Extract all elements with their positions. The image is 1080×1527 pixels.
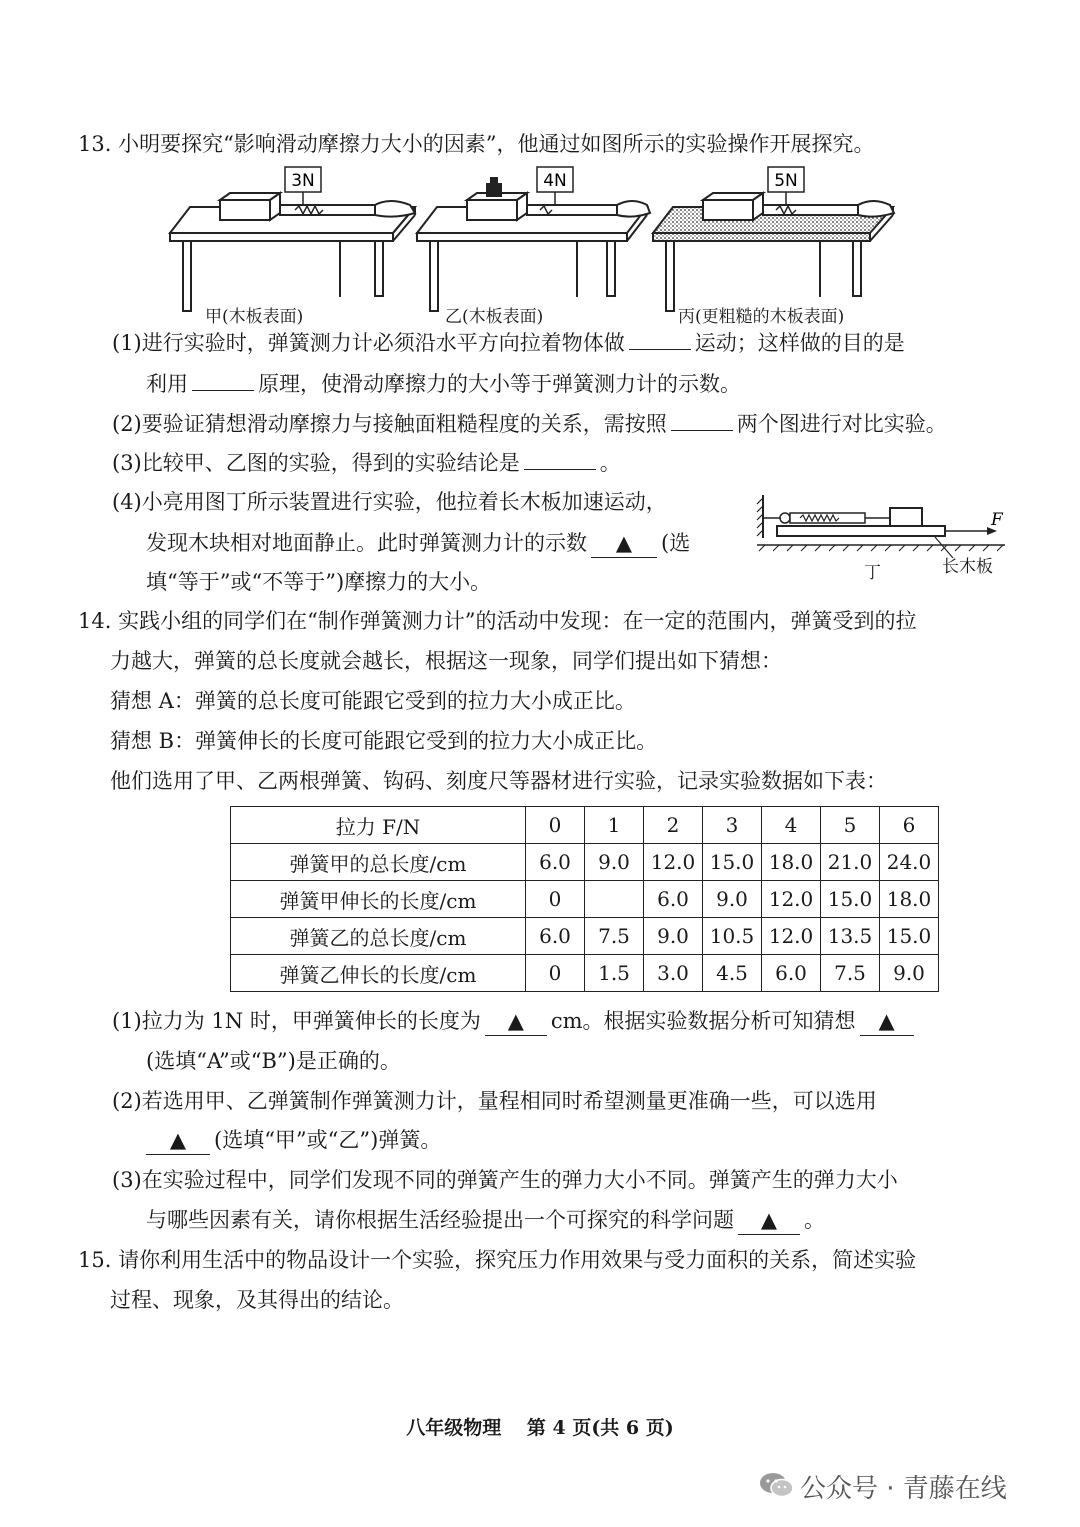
table-row <box>231 844 939 881</box>
answer-blank[interactable] <box>192 390 254 391</box>
q14-stem-line1: 14. 实践小组的同学们在“制作弹簧测力计”的活动中发现：在一定的范围内，弹簧受到的拉 <box>78 609 917 633</box>
q14-part2-line2: ▲ (选填“甲”或“乙”)弹簧。 <box>146 1126 441 1155</box>
table-cell: 0 <box>526 881 585 918</box>
q14-part1-line1: (1)拉力为 1N 时，甲弹簧伸长的长度为 ▲ cm。根据实验数据分析可知猜想 ▲ <box>112 1007 918 1036</box>
figure-bing-reading: 5N <box>774 171 798 191</box>
q14-part3-line2: 与哪些因素有关，请你根据生活经验提出一个可探究的科学问题 ▲ 。 <box>146 1206 825 1235</box>
table-header-cell: 5 <box>821 807 880 844</box>
table-header-cell: 拉力 F/N <box>231 807 526 844</box>
q13-part4-line3: 填“等于”或“不等于”)摩擦力的大小。 <box>146 570 492 594</box>
table-cell: 18.0 <box>880 881 939 918</box>
wechat-icon <box>758 1470 796 1500</box>
table-cell: 12.0 <box>762 881 821 918</box>
table-cell: 12.0 <box>644 844 703 881</box>
figure-ding-caption: 丁 <box>864 563 881 583</box>
table-cell: 21.0 <box>821 844 880 881</box>
table-cell: 12.0 <box>762 918 821 955</box>
answer-blank[interactable]: ▲ <box>146 1126 210 1155</box>
q14-hypothesis-b: 猜想 B：弹簧伸长的长度可能跟它受到的拉力大小成正比。 <box>110 729 658 753</box>
table-header-cell: 2 <box>644 807 703 844</box>
figure-jia-reading: 3N <box>291 171 315 191</box>
q14-hypothesis-a: 猜想 A：弹簧的总长度可能跟它受到的拉力大小成正比。 <box>110 689 636 713</box>
q13-part4-line2: 发现木块相对地面静止。此时弹簧测力计的示数 ▲ (选 <box>146 529 690 558</box>
figure-yi-reading: 4N <box>543 171 567 191</box>
table-cell: 9.0 <box>585 844 644 881</box>
table-header-cell: 4 <box>762 807 821 844</box>
table-cell: 7.5 <box>821 955 880 992</box>
table-row-label: 弹簧甲伸长的长度/cm <box>231 881 526 918</box>
answer-blank[interactable]: ▲ <box>591 529 657 558</box>
table-row <box>231 955 939 992</box>
table-cell: 24.0 <box>880 844 939 881</box>
figure-yi <box>412 165 652 315</box>
q13-part1-line1: (1)进行实验时，弹簧测力计必须沿水平方向拉着物体做 运动；这样做的目的是 <box>112 331 905 355</box>
table-row <box>231 881 939 918</box>
q13-part3: (3)比较甲、乙图的实验，得到的实验结论是 。 <box>112 451 621 475</box>
table-cell: 1.5 <box>585 955 644 992</box>
figure-yi-caption: 乙(木板表面) <box>445 307 544 327</box>
table-cell: 7.5 <box>585 918 644 955</box>
table-row-label: 弹簧甲的总长度/cm <box>231 844 526 881</box>
answer-blank[interactable] <box>629 349 691 350</box>
q14-stem-line2: 力越大，弹簧的总长度就会越长，根据这一现象，同学们提出如下猜想： <box>110 649 782 673</box>
q15-line2: 过程、现象，及其得出的结论。 <box>110 1288 404 1312</box>
table-cell: 15.0 <box>880 918 939 955</box>
q14-part3-line1: (3)在实验过程中，同学们发现不同的弹簧产生的弹力大小不同。弹簧产生的弹力大小 <box>112 1168 898 1192</box>
table-row-label: 弹簧乙伸长的长度/cm <box>231 955 526 992</box>
table-cell: 15.0 <box>821 881 880 918</box>
table-header-cell: 3 <box>703 807 762 844</box>
answer-blank[interactable]: ▲ <box>485 1007 547 1036</box>
table-cell: 13.5 <box>821 918 880 955</box>
table-cell: 0 <box>526 955 585 992</box>
q13-part1-line2: 利用 原理，使滑动摩擦力的大小等于弹簧测力计的示数。 <box>146 372 741 396</box>
table-cell: 3.0 <box>644 955 703 992</box>
q13-stem: 13. 小明要探究“影响滑动摩擦力大小的因素”，他通过如图所示的实验操作开展探究。 <box>78 132 875 156</box>
table-row <box>231 918 939 955</box>
table-cell: 6.0 <box>526 918 585 955</box>
table-cell: 9.0 <box>644 918 703 955</box>
table-header-cell: 0 <box>526 807 585 844</box>
answer-blank[interactable] <box>524 469 596 470</box>
watermark: 公众号 · 青藤在线 <box>800 1474 1007 1504</box>
table-header-row <box>231 807 939 844</box>
figure-ding-board-label: 长木板 <box>942 557 993 577</box>
q14-data-table <box>230 806 939 992</box>
table-header-cell: 6 <box>880 807 939 844</box>
q14-part1-line2: (选填“A”或“B”)是正确的。 <box>146 1049 401 1073</box>
table-cell: 6.0 <box>644 881 703 918</box>
q13-part4-line1: (4)小亮用图丁所示装置进行实验，他拉着长木板加速运动， <box>112 490 667 514</box>
table-row-label: 弹簧乙的总长度/cm <box>231 918 526 955</box>
q14-part2-line1: (2)若选用甲、乙弹簧制作弹簧测力计，量程相同时希望测量更准确一些，可以选用 <box>112 1089 877 1113</box>
answer-blank[interactable] <box>671 430 733 431</box>
q13-part2: (2)要验证猜想滑动摩擦力与接触面粗糙程度的关系，需按照 两个图进行对比实验。 <box>112 412 947 436</box>
table-cell: 15.0 <box>703 844 762 881</box>
table-cell: 9.0 <box>880 955 939 992</box>
table-cell: 6.0 <box>762 955 821 992</box>
table-cell: 18.0 <box>762 844 821 881</box>
answer-blank[interactable]: ▲ <box>860 1007 914 1036</box>
q14-intro: 他们选用了甲、乙两根弹簧、钩码、刻度尺等器材进行实验，记录实验数据如下表： <box>110 769 887 793</box>
force-label: F <box>991 510 1003 530</box>
figure-jia <box>165 165 420 315</box>
figure-bing <box>648 165 898 315</box>
table-header-cell: 1 <box>585 807 644 844</box>
table-cell: 10.5 <box>703 918 762 955</box>
table-cell: 6.0 <box>526 844 585 881</box>
table-cell: 4.5 <box>703 955 762 992</box>
figure-bing-caption: 丙(更粗糙的木板表面) <box>678 307 845 327</box>
q15-line1: 15. 请你利用生活中的物品设计一个实验，探究压力作用效果与受力面积的关系，简述实验 <box>78 1248 917 1272</box>
table-cell: 9.0 <box>703 881 762 918</box>
page-footer: 八年级物理 第 4 页(共 6 页) <box>406 1417 674 1439</box>
figure-jia-caption: 甲(木板表面) <box>205 307 304 327</box>
table-cell-blank[interactable] <box>585 881 644 918</box>
answer-blank[interactable]: ▲ <box>738 1206 800 1235</box>
